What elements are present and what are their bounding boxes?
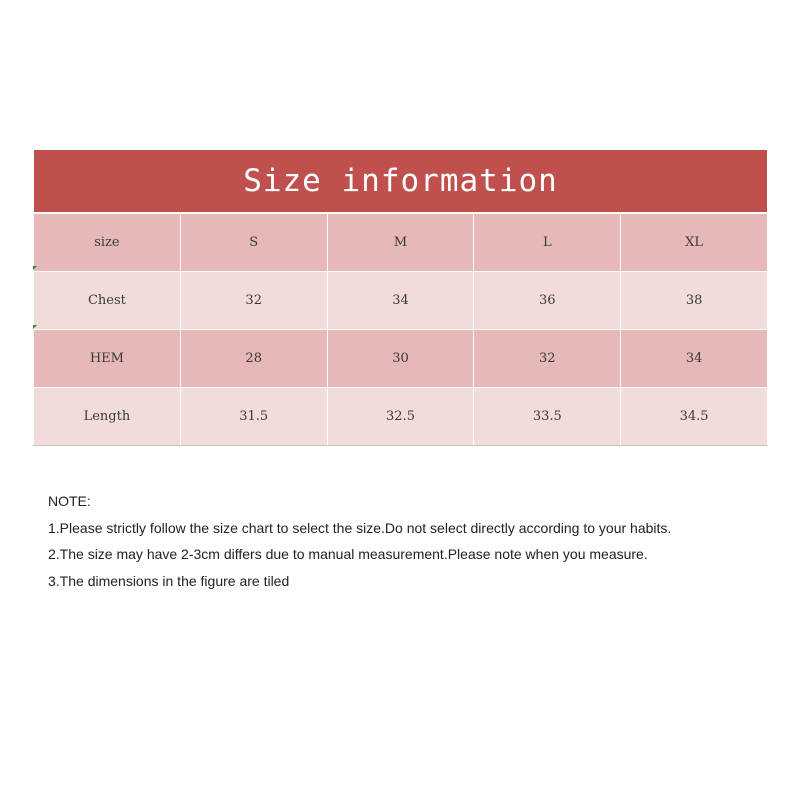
table-cell: 38: [621, 272, 768, 330]
table-cell: 33.5: [474, 388, 621, 446]
table-cell: 32.5: [327, 388, 474, 446]
table-cell: 36: [474, 272, 621, 330]
size-table: [33, 149, 768, 446]
notes-section: [48, 492, 768, 598]
note-item: 3.The dimensions in the figure are tiled: [48, 572, 290, 589]
table-row: [34, 388, 768, 446]
table-cell: 28: [180, 330, 327, 388]
table-row: [34, 272, 768, 330]
table-title: Size information: [34, 150, 768, 214]
row-label: Length: [34, 388, 181, 446]
cell-comment-marker: [33, 266, 37, 270]
header-row: [34, 213, 768, 272]
table-cell: 32: [180, 272, 327, 330]
table-cell: 34.5: [621, 388, 768, 446]
notes-heading: NOTE:: [48, 493, 91, 509]
title-row: [34, 150, 768, 214]
header-cell: XL: [621, 213, 768, 272]
header-cell: L: [474, 213, 621, 272]
table-cell: 32: [474, 330, 621, 388]
header-cell: M: [327, 213, 474, 272]
table-cell: 30: [327, 330, 474, 388]
table-row: [34, 330, 768, 388]
row-label: HEM: [34, 330, 181, 388]
row-label: Chest: [34, 272, 181, 330]
header-cell: size: [34, 213, 181, 272]
cell-comment-marker: [33, 325, 37, 329]
table-cell: 34: [621, 330, 768, 388]
note-item: 2.The size may have 2-3cm differs due to manual measurement.Please note when you measure.: [48, 546, 648, 562]
table-cell: 31.5: [180, 388, 327, 446]
note-item: 1.Please strictly follow the size chart to select the size.Do not select directly according to your habits.: [48, 519, 672, 536]
table-cell: 34: [327, 272, 474, 330]
header-cell: S: [180, 213, 327, 272]
